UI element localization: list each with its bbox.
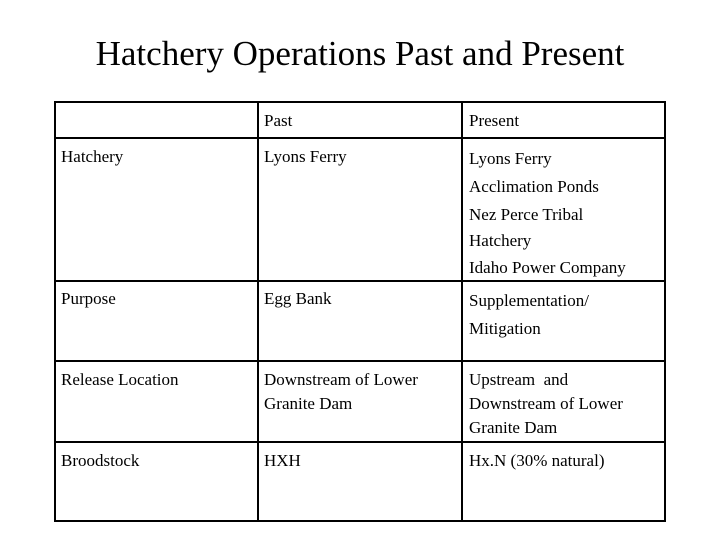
cell-line: Granite Dam: [264, 394, 353, 413]
cell-line: Nez Perce Tribal: [469, 205, 584, 224]
cell-release-location-past: [264, 368, 418, 416]
column-divider: [257, 103, 259, 520]
row-label-broodstock: Broodstock: [61, 451, 140, 470]
cell-line: Mitigation: [469, 319, 541, 338]
cell-broodstock-present: Hx.N (30% natural): [469, 451, 605, 470]
cell-line: Supplementation/: [469, 291, 589, 310]
row-divider: [56, 137, 664, 139]
operations-table: [54, 101, 666, 522]
row-divider: [56, 360, 664, 362]
column-divider: [461, 103, 463, 520]
cell-line: Downstream of Lower: [264, 370, 418, 389]
row-label-release-location: Release Location: [61, 370, 179, 389]
cell-purpose-past: Egg Bank: [264, 289, 332, 308]
header-present: Present: [469, 111, 520, 130]
cell-line: Lyons Ferry: [469, 149, 552, 168]
cell-broodstock-past: HXH: [264, 451, 301, 470]
cell-line: Hatchery: [469, 231, 532, 250]
cell-release-location-present: [469, 368, 623, 440]
cell-line: Upstream and: [469, 370, 569, 389]
page-title: Hatchery Operations Past and Present: [95, 34, 625, 73]
header-past: Past: [264, 111, 293, 130]
cell-line: Downstream of Lower: [469, 394, 623, 413]
cell-line: Acclimation Ponds: [469, 177, 599, 196]
row-label-hatchery: Hatchery: [61, 147, 124, 166]
cell-line: Idaho Power Company: [469, 258, 626, 277]
row-label-purpose: Purpose: [61, 289, 116, 308]
cell-hatchery-past: Lyons Ferry: [264, 147, 347, 166]
cell-hatchery-present: [469, 145, 626, 282]
cell-purpose-present: [469, 287, 589, 343]
cell-line: Granite Dam: [469, 418, 558, 437]
row-divider: [56, 441, 664, 443]
